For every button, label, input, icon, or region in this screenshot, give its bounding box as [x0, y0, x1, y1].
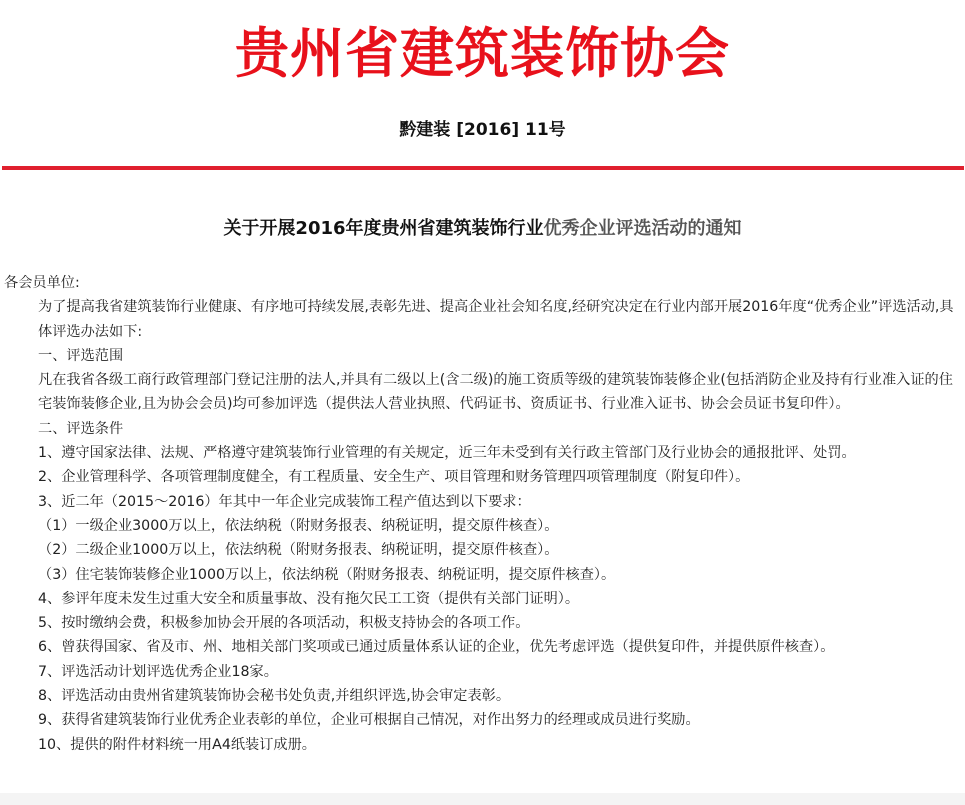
organization-name: 贵州省建筑装饰协会: [235, 22, 730, 85]
condition-item: （3）住宅装饰装修企业1000万以上，依法纳税（附财务报表、纳税证明，提交原件核查）。: [38, 566, 616, 583]
condition-item: 5、按时缴纳会费，积极参加协会开展的各项活动，积极支持协会的各项工作。: [38, 615, 530, 632]
section-2-heading: 二、评选条件: [38, 420, 124, 437]
condition-item: （2）二级企业1000万以上，依法纳税（附财务报表、纳税证明，提交原件核查）。: [38, 542, 559, 559]
salutation: 各会员单位:: [4, 275, 80, 291]
intro-paragraph: 为了提高我省建筑装饰行业健康、有序地可持续发展,表彰先进、提高企业社会知名度,经研究决定在行业内部开展2016年度“优秀企业”评选活动,具体评选办法如下:: [38, 299, 954, 340]
condition-item: 8、评选活动由贵州省建筑装饰协会秘书处负责,并组织评选,协会审定表彰。: [38, 688, 511, 705]
condition-item: 3、近二年（2015～2016）年其中一年企业完成装饰工程产值达到以下要求：: [38, 493, 531, 510]
condition-item: 4、参评年度未发生过重大安全和质量事故、没有拖欠民工工资（提供有关部门证明）。: [38, 590, 580, 607]
notice-title-tail: 优秀企业评选活动的通知: [543, 218, 742, 239]
condition-item: （1）一级企业3000万以上，依法纳税（附财务报表、纳税证明，提交原件核查）。: [38, 517, 559, 534]
condition-item: 2、企业管理科学、各项管理制度健全，有工程质量、安全生产、项目管理和财务管理四项管理制度（附复印件）。: [38, 469, 750, 486]
document-number: 黔建装 [2016] 11号: [399, 120, 566, 140]
notice-body: [4, 271, 962, 757]
notice-title: [0, 215, 965, 243]
condition-item: 1、遵守国家法律、法规、严格遵守建筑装饰行业管理的有关规定，近三年未受到有关行政主管部门及行业协会的通报批评、处罚。: [38, 445, 856, 462]
section-1-text: 凡在我省各级工商行政管理部门登记注册的法人,并具有二级以上(含二级)的施工资质等级的建筑装饰装修企业(包括消防企业及持有行业准入证的住宅装饰装修企业,且为协会会员)均可参加评选（提供法人营业执照、代码证书、资质证书、行业准入证书、协会会员证书复印件）。: [38, 372, 953, 413]
condition-item: 6、曾获得国家、省及市、州、地相关部门奖项或已通过质量体系认证的企业，优先考虑评选（提供复印件，并提供原件核查）。: [38, 639, 835, 656]
bottom-shade: [0, 793, 965, 805]
notice-title-main: 关于开展2016年度贵州省建筑装饰行业: [223, 218, 544, 239]
red-divider: [2, 166, 964, 170]
condition-item: 9、获得省建筑装饰行业优秀企业表彰的单位，企业可根据自己情况，对作出努力的经理或成员进行奖励。: [38, 712, 700, 729]
letterhead: [0, 0, 965, 172]
section-1-heading: 一、评选范围: [38, 347, 124, 364]
condition-item: 7、评选活动计划评选优秀企业18家。: [38, 663, 278, 680]
condition-item: 10、提供的附件材料统一用A4纸装订成册。: [38, 736, 316, 753]
